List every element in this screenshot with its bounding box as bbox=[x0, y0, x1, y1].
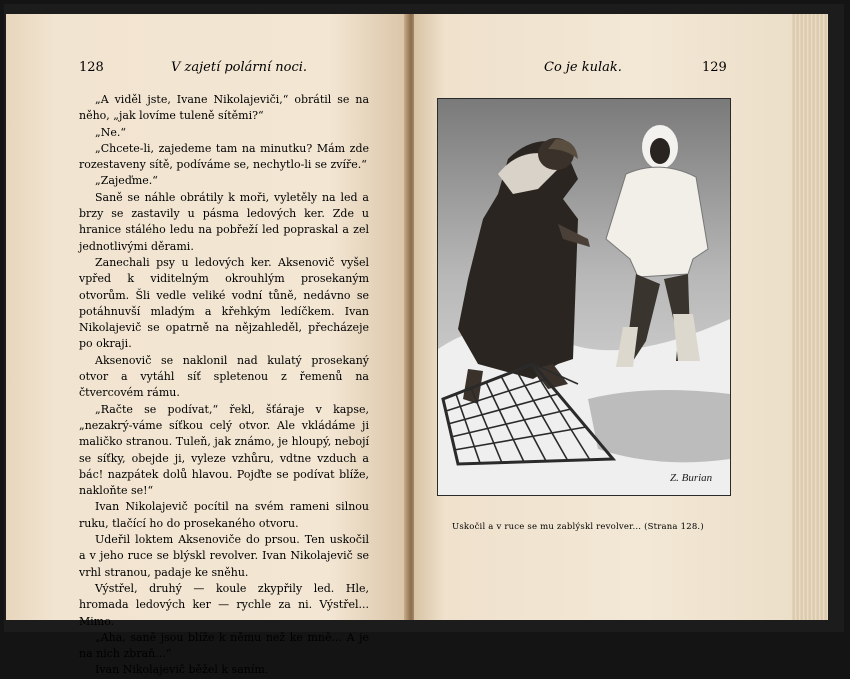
illustration bbox=[437, 98, 731, 496]
body-paragraph: Výstřel, druhý — koule zkypřily led. Hle, hromada ledových ker — rychle za ni. Výstřel... Mimo. bbox=[79, 581, 369, 628]
left-page-header bbox=[79, 60, 369, 75]
left-page-number: 128 bbox=[79, 60, 104, 75]
body-paragraph: „Chcete-li, zajedeme tam na minutku? Mám zde rozestaveny sítě, podíváme se, nechytlo-li se zvíře.“ bbox=[79, 141, 369, 172]
body-paragraph: Saně se náhle obrátily k moři, vyletěly na led a brzy se zastavily u pásma ledových ker. Zde u hranice stálého ledu na pobřeží led popraskal a zel jednotlivými děrami. bbox=[79, 190, 369, 253]
body-paragraph: Ivan Nikolajevič běžel k saním. bbox=[95, 663, 269, 677]
right-running-head: Co je kulak. bbox=[544, 60, 622, 75]
body-paragraph: Aksenovič se naklonil nad kulatý prosekaný otvor a vytáhl síť spletenou z řemenů na čtvercovém rámu. bbox=[79, 353, 369, 400]
illustration-ice-hole bbox=[588, 390, 730, 462]
body-paragraph: Ivan Nikolajevič pocítil na svém rameni silnou ruku, tlačící ho do prosekaného otvoru. bbox=[79, 500, 369, 530]
right-page-number: 129 bbox=[702, 60, 727, 75]
page-edges bbox=[792, 14, 828, 620]
left-running-head: V zajetí polární noci. bbox=[171, 60, 308, 75]
body-paragraph: „Zajeďme.“ bbox=[95, 174, 158, 188]
left-page-body-text bbox=[79, 92, 369, 679]
illustration-signature: Z. Burian bbox=[670, 472, 713, 484]
body-paragraph: „Ne.“ bbox=[95, 125, 126, 139]
right-page-header bbox=[544, 60, 727, 75]
body-paragraph: „Račte se podívat,“ řekl, šťáraje v kapse, „nezakrý-váme síťkou celý otvor. Ale vkládáme ji maličko stranou. Tuleň, jak známo, je hloupý, nebojí se síťky, obejde ji, vyleze vzhůru, vdtne vzduch a bác! nazpátek dolů hlavou. Pojďte se podívat blíže, nakloňte se!“ bbox=[79, 402, 369, 498]
body-paragraph: „A viděl jste, Ivane Nikolajeviči,“ obrátil se na něho, „jak lovíme tuleně sítěmi?“ bbox=[79, 93, 369, 123]
body-paragraph: „Aha, saně jsou blíže k němu než ke mně... A je na nich zbraň...“ bbox=[79, 630, 369, 661]
illustration-caption: Uskočil a v ruce se mu zablýskl revolver... (Strana 128.) bbox=[452, 522, 704, 532]
body-paragraph: Zanechali psy u ledových ker. Aksenovič vyšel vpřed k viditelným okrouhlým prosekaným otvorům. Šli vedle veliké vodní tůně, nedávno se potáhnuvší mladým a křehkým ledíčkem. Ivan Nikolajevič se opatrně na nějzahleděl, přecházeje po okraji. bbox=[79, 255, 369, 351]
body-paragraph: Udeřil loktem Aksenoviče do prsou. Ten uskočil a v jeho ruce se blýskl revolver. Ivan Nikolajevič se vrhl stranou, padaje ke sněhu. bbox=[79, 533, 369, 579]
